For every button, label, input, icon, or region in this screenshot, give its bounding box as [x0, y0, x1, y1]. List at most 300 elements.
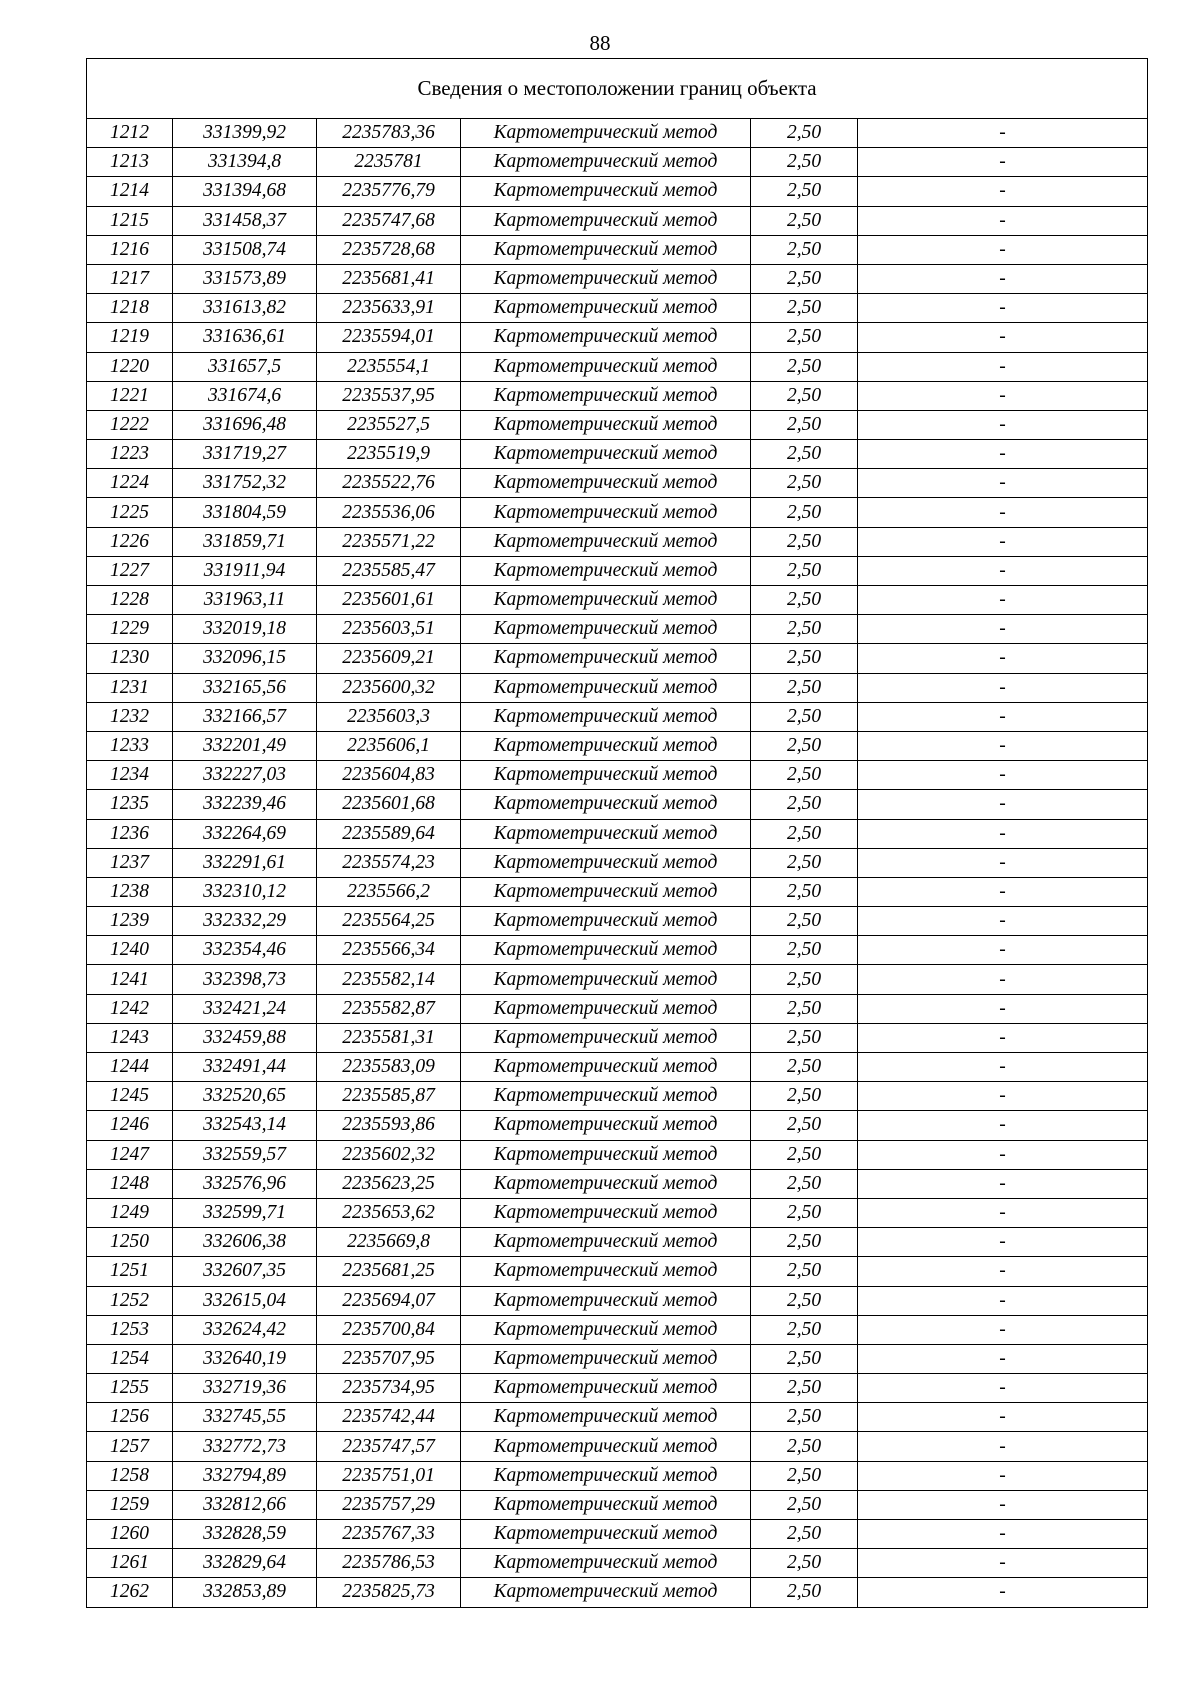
cell-method: Картометрический метод	[461, 264, 751, 293]
cell-method: Картометрический метод	[461, 527, 751, 556]
cell-coord-y: 2235527,5	[317, 410, 461, 439]
cell-accuracy: 2,50	[751, 148, 858, 177]
cell-coord-y: 2235602,32	[317, 1140, 461, 1169]
cell-point-number: 1254	[87, 1344, 173, 1373]
cell-point-number: 1243	[87, 1023, 173, 1052]
cell-accuracy: 2,50	[751, 936, 858, 965]
cell-method: Картометрический метод	[461, 1374, 751, 1403]
cell-coord-x: 332421,24	[173, 994, 317, 1023]
cell-accuracy: 2,50	[751, 644, 858, 673]
cell-coord-y: 2235601,68	[317, 790, 461, 819]
cell-coord-x: 332491,44	[173, 1053, 317, 1082]
cell-method: Картометрический метод	[461, 644, 751, 673]
cell-point-number: 1246	[87, 1111, 173, 1140]
table-row	[87, 1082, 1148, 1111]
cell-description: -	[858, 848, 1148, 877]
cell-description: -	[858, 586, 1148, 615]
cell-coord-x: 331657,5	[173, 352, 317, 381]
table-row	[87, 381, 1148, 410]
table-row	[87, 1461, 1148, 1490]
cell-description: -	[858, 936, 1148, 965]
cell-description: -	[858, 1053, 1148, 1082]
cell-accuracy: 2,50	[751, 527, 858, 556]
cell-coord-x: 331508,74	[173, 235, 317, 264]
cell-coord-y: 2235564,25	[317, 907, 461, 936]
cell-coord-x: 331911,94	[173, 556, 317, 585]
cell-point-number: 1251	[87, 1257, 173, 1286]
table-row	[87, 819, 1148, 848]
cell-method: Картометрический метод	[461, 1111, 751, 1140]
table-row	[87, 1111, 1148, 1140]
cell-method: Картометрический метод	[461, 994, 751, 1023]
cell-coord-x: 332812,66	[173, 1490, 317, 1519]
cell-point-number: 1237	[87, 848, 173, 877]
cell-description: -	[858, 323, 1148, 352]
cell-description: -	[858, 527, 1148, 556]
cell-method: Картометрический метод	[461, 1169, 751, 1198]
cell-accuracy: 2,50	[751, 615, 858, 644]
cell-accuracy: 2,50	[751, 119, 858, 148]
table-row	[87, 206, 1148, 235]
cell-coord-x: 332559,57	[173, 1140, 317, 1169]
cell-point-number: 1224	[87, 469, 173, 498]
cell-method: Картометрический метод	[461, 1432, 751, 1461]
cell-description: -	[858, 1169, 1148, 1198]
cell-coord-x: 332607,35	[173, 1257, 317, 1286]
cell-point-number: 1220	[87, 352, 173, 381]
cell-point-number: 1258	[87, 1461, 173, 1490]
cell-point-number: 1262	[87, 1578, 173, 1607]
cell-description: -	[858, 1111, 1148, 1140]
cell-coord-x: 332239,46	[173, 790, 317, 819]
cell-coord-x: 332576,96	[173, 1169, 317, 1198]
cell-coord-y: 2235786,53	[317, 1549, 461, 1578]
cell-point-number: 1226	[87, 527, 173, 556]
cell-method: Картометрический метод	[461, 965, 751, 994]
table-row	[87, 644, 1148, 673]
cell-point-number: 1218	[87, 294, 173, 323]
cell-coord-x: 331963,11	[173, 586, 317, 615]
cell-coord-x: 332745,55	[173, 1403, 317, 1432]
table-row	[87, 1490, 1148, 1519]
cell-method: Картометрический метод	[461, 469, 751, 498]
cell-point-number: 1260	[87, 1520, 173, 1549]
cell-accuracy: 2,50	[751, 206, 858, 235]
cell-accuracy: 2,50	[751, 1169, 858, 1198]
table-row	[87, 1198, 1148, 1227]
cell-accuracy: 2,50	[751, 1228, 858, 1257]
cell-coord-x: 332853,89	[173, 1578, 317, 1607]
cell-method: Картометрический метод	[461, 877, 751, 906]
cell-coord-x: 332829,64	[173, 1549, 317, 1578]
cell-point-number: 1214	[87, 177, 173, 206]
cell-description: -	[858, 177, 1148, 206]
cell-coord-y: 2235694,07	[317, 1286, 461, 1315]
cell-method: Картометрический метод	[461, 761, 751, 790]
cell-coord-y: 2235600,32	[317, 673, 461, 702]
table-row	[87, 323, 1148, 352]
table-row	[87, 1286, 1148, 1315]
cell-description: -	[858, 1549, 1148, 1578]
cell-method: Картометрический метод	[461, 381, 751, 410]
cell-description: -	[858, 352, 1148, 381]
cell-coord-y: 2235700,84	[317, 1315, 461, 1344]
cell-point-number: 1255	[87, 1374, 173, 1403]
cell-method: Картометрический метод	[461, 1228, 751, 1257]
table-row	[87, 1432, 1148, 1461]
cell-accuracy: 2,50	[751, 1549, 858, 1578]
table-row	[87, 790, 1148, 819]
cell-description: -	[858, 498, 1148, 527]
cell-coord-x: 332606,38	[173, 1228, 317, 1257]
table-row	[87, 731, 1148, 760]
cell-coord-x: 332624,42	[173, 1315, 317, 1344]
cell-coord-x: 331458,37	[173, 206, 317, 235]
cell-accuracy: 2,50	[751, 1490, 858, 1519]
cell-coord-y: 2235585,87	[317, 1082, 461, 1111]
cell-description: -	[858, 148, 1148, 177]
cell-method: Картометрический метод	[461, 1490, 751, 1519]
cell-method: Картометрический метод	[461, 1315, 751, 1344]
cell-coord-x: 331752,32	[173, 469, 317, 498]
cell-accuracy: 2,50	[751, 1315, 858, 1344]
cell-accuracy: 2,50	[751, 731, 858, 760]
cell-method: Картометрический метод	[461, 615, 751, 644]
cell-accuracy: 2,50	[751, 1403, 858, 1432]
cell-point-number: 1259	[87, 1490, 173, 1519]
cell-description: -	[858, 761, 1148, 790]
table-row	[87, 1053, 1148, 1082]
page-number: 88	[589, 31, 611, 55]
cell-coord-y: 2235681,25	[317, 1257, 461, 1286]
table-row	[87, 148, 1148, 177]
cell-method: Картометрический метод	[461, 1286, 751, 1315]
cell-point-number: 1261	[87, 1549, 173, 1578]
cell-accuracy: 2,50	[751, 381, 858, 410]
cell-description: -	[858, 1315, 1148, 1344]
cell-description: -	[858, 1520, 1148, 1549]
table-row	[87, 352, 1148, 381]
cell-method: Картометрический метод	[461, 790, 751, 819]
cell-point-number: 1225	[87, 498, 173, 527]
cell-method: Картометрический метод	[461, 1140, 751, 1169]
cell-method: Картометрический метод	[461, 177, 751, 206]
table-title-row	[87, 59, 1148, 119]
cell-accuracy: 2,50	[751, 994, 858, 1023]
cell-point-number: 1236	[87, 819, 173, 848]
cell-description: -	[858, 1490, 1148, 1519]
cell-accuracy: 2,50	[751, 1140, 858, 1169]
table-row	[87, 264, 1148, 293]
cell-coord-y: 2235781	[317, 148, 461, 177]
cell-coord-x: 332310,12	[173, 877, 317, 906]
cell-method: Картометрический метод	[461, 586, 751, 615]
cell-accuracy: 2,50	[751, 1111, 858, 1140]
cell-point-number: 1234	[87, 761, 173, 790]
cell-description: -	[858, 790, 1148, 819]
cell-method: Картометрический метод	[461, 1053, 751, 1082]
table-row	[87, 556, 1148, 585]
cell-description: -	[858, 965, 1148, 994]
cell-method: Картометрический метод	[461, 907, 751, 936]
cell-method: Картометрический метод	[461, 702, 751, 731]
cell-coord-y: 2235734,95	[317, 1374, 461, 1403]
table-row	[87, 1140, 1148, 1169]
cell-accuracy: 2,50	[751, 469, 858, 498]
cell-description: -	[858, 907, 1148, 936]
cell-point-number: 1213	[87, 148, 173, 177]
cell-coord-y: 2235594,01	[317, 323, 461, 352]
cell-description: -	[858, 615, 1148, 644]
cell-description: -	[858, 119, 1148, 148]
cell-point-number: 1238	[87, 877, 173, 906]
table-row	[87, 1549, 1148, 1578]
table-row	[87, 410, 1148, 439]
cell-coord-y: 2235571,22	[317, 527, 461, 556]
cell-accuracy: 2,50	[751, 1053, 858, 1082]
cell-coord-y: 2235825,73	[317, 1578, 461, 1607]
cell-coord-y: 2235574,23	[317, 848, 461, 877]
cell-method: Картометрический метод	[461, 1023, 751, 1052]
table-row	[87, 702, 1148, 731]
cell-coord-x: 332096,15	[173, 644, 317, 673]
cell-coord-y: 2235585,47	[317, 556, 461, 585]
cell-method: Картометрический метод	[461, 498, 751, 527]
cell-description: -	[858, 1082, 1148, 1111]
cell-method: Картометрический метод	[461, 352, 751, 381]
cell-coord-x: 332201,49	[173, 731, 317, 760]
cell-point-number: 1223	[87, 440, 173, 469]
cell-coord-y: 2235606,1	[317, 731, 461, 760]
table-row	[87, 294, 1148, 323]
table-row	[87, 235, 1148, 264]
cell-coord-x: 332165,56	[173, 673, 317, 702]
cell-coord-y: 2235604,83	[317, 761, 461, 790]
cell-method: Картометрический метод	[461, 556, 751, 585]
cell-method: Картометрический метод	[461, 1082, 751, 1111]
cell-coord-x: 331719,27	[173, 440, 317, 469]
cell-coord-x: 332354,46	[173, 936, 317, 965]
table-row	[87, 1403, 1148, 1432]
cell-accuracy: 2,50	[751, 323, 858, 352]
table-row	[87, 1374, 1148, 1403]
cell-accuracy: 2,50	[751, 1198, 858, 1227]
cell-method: Картометрический метод	[461, 848, 751, 877]
cell-coord-x: 332520,65	[173, 1082, 317, 1111]
cell-description: -	[858, 381, 1148, 410]
table-row	[87, 498, 1148, 527]
cell-coord-x: 331696,48	[173, 410, 317, 439]
cell-point-number: 1244	[87, 1053, 173, 1082]
cell-coord-x: 332828,59	[173, 1520, 317, 1549]
cell-method: Картометрический метод	[461, 1461, 751, 1490]
cell-coord-y: 2235601,61	[317, 586, 461, 615]
cell-point-number: 1221	[87, 381, 173, 410]
cell-coord-y: 2235583,09	[317, 1053, 461, 1082]
table-row	[87, 877, 1148, 906]
cell-coord-x: 332166,57	[173, 702, 317, 731]
cell-coord-x: 332794,89	[173, 1461, 317, 1490]
cell-method: Картометрический метод	[461, 323, 751, 352]
cell-accuracy: 2,50	[751, 498, 858, 527]
cell-coord-y: 2235581,31	[317, 1023, 461, 1052]
cell-point-number: 1229	[87, 615, 173, 644]
cell-method: Картометрический метод	[461, 1578, 751, 1607]
cell-coord-y: 2235728,68	[317, 235, 461, 264]
cell-point-number: 1245	[87, 1082, 173, 1111]
cell-method: Картометрический метод	[461, 440, 751, 469]
table-row	[87, 673, 1148, 702]
cell-accuracy: 2,50	[751, 819, 858, 848]
table-row	[87, 761, 1148, 790]
cell-point-number: 1215	[87, 206, 173, 235]
cell-accuracy: 2,50	[751, 1023, 858, 1052]
cell-coord-x: 332264,69	[173, 819, 317, 848]
cell-accuracy: 2,50	[751, 352, 858, 381]
cell-coord-x: 331399,92	[173, 119, 317, 148]
table-row	[87, 177, 1148, 206]
cell-coord-y: 2235522,76	[317, 469, 461, 498]
cell-coord-y: 2235747,57	[317, 1432, 461, 1461]
cell-point-number: 1217	[87, 264, 173, 293]
cell-coord-y: 2235603,51	[317, 615, 461, 644]
cell-method: Картометрический метод	[461, 206, 751, 235]
cell-coord-y: 2235603,3	[317, 702, 461, 731]
cell-coord-x: 331674,6	[173, 381, 317, 410]
cell-point-number: 1256	[87, 1403, 173, 1432]
cell-point-number: 1212	[87, 119, 173, 148]
cell-accuracy: 2,50	[751, 177, 858, 206]
cell-accuracy: 2,50	[751, 673, 858, 702]
cell-accuracy: 2,50	[751, 790, 858, 819]
table-row	[87, 1023, 1148, 1052]
table-row	[87, 1344, 1148, 1373]
cell-point-number: 1232	[87, 702, 173, 731]
cell-point-number: 1249	[87, 1198, 173, 1227]
table-row	[87, 586, 1148, 615]
table-row	[87, 907, 1148, 936]
cell-point-number: 1230	[87, 644, 173, 673]
cell-method: Картометрический метод	[461, 235, 751, 264]
cell-accuracy: 2,50	[751, 1374, 858, 1403]
cell-coord-y: 2235783,36	[317, 119, 461, 148]
table-row	[87, 1169, 1148, 1198]
cell-description: -	[858, 235, 1148, 264]
cell-method: Картометрический метод	[461, 1520, 751, 1549]
cell-coord-y: 2235747,68	[317, 206, 461, 235]
cell-point-number: 1216	[87, 235, 173, 264]
cell-coord-x: 332398,73	[173, 965, 317, 994]
cell-coord-y: 2235767,33	[317, 1520, 461, 1549]
cell-point-number: 1253	[87, 1315, 173, 1344]
cell-accuracy: 2,50	[751, 1578, 858, 1607]
cell-coord-y: 2235742,44	[317, 1403, 461, 1432]
cell-description: -	[858, 1228, 1148, 1257]
table-body	[87, 59, 1148, 1608]
cell-coord-x: 332772,73	[173, 1432, 317, 1461]
cell-description: -	[858, 1461, 1148, 1490]
cell-coord-y: 2235609,21	[317, 644, 461, 673]
table-row	[87, 1257, 1148, 1286]
cell-coord-y: 2235669,8	[317, 1228, 461, 1257]
cell-accuracy: 2,50	[751, 1257, 858, 1286]
cell-description: -	[858, 673, 1148, 702]
cell-coord-x: 332291,61	[173, 848, 317, 877]
cell-description: -	[858, 1198, 1148, 1227]
cell-accuracy: 2,50	[751, 1344, 858, 1373]
cell-description: -	[858, 264, 1148, 293]
cell-accuracy: 2,50	[751, 1432, 858, 1461]
cell-coord-x: 332640,19	[173, 1344, 317, 1373]
cell-description: -	[858, 294, 1148, 323]
cell-description: -	[858, 440, 1148, 469]
cell-coord-y: 2235536,06	[317, 498, 461, 527]
cell-coord-x: 331613,82	[173, 294, 317, 323]
cell-method: Картометрический метод	[461, 119, 751, 148]
cell-point-number: 1222	[87, 410, 173, 439]
cell-description: -	[858, 702, 1148, 731]
cell-accuracy: 2,50	[751, 1520, 858, 1549]
cell-method: Картометрический метод	[461, 1549, 751, 1578]
cell-point-number: 1248	[87, 1169, 173, 1198]
cell-point-number: 1250	[87, 1228, 173, 1257]
cell-method: Картометрический метод	[461, 1403, 751, 1432]
cell-accuracy: 2,50	[751, 1082, 858, 1111]
cell-coord-x: 331804,59	[173, 498, 317, 527]
cell-method: Картометрический метод	[461, 1198, 751, 1227]
cell-coord-y: 2235519,9	[317, 440, 461, 469]
table-row	[87, 1228, 1148, 1257]
cell-coord-x: 332332,29	[173, 907, 317, 936]
cell-accuracy: 2,50	[751, 907, 858, 936]
cell-method: Картометрический метод	[461, 1257, 751, 1286]
cell-coord-x: 331394,68	[173, 177, 317, 206]
cell-point-number: 1242	[87, 994, 173, 1023]
cell-description: -	[858, 1374, 1148, 1403]
table-title: Сведения о местоположении границ объекта	[87, 59, 1148, 119]
table-row	[87, 469, 1148, 498]
cell-coord-y: 2235589,64	[317, 819, 461, 848]
table-row	[87, 936, 1148, 965]
cell-coord-y: 2235582,14	[317, 965, 461, 994]
cell-accuracy: 2,50	[751, 702, 858, 731]
table-row	[87, 848, 1148, 877]
cell-point-number: 1235	[87, 790, 173, 819]
cell-description: -	[858, 410, 1148, 439]
cell-coord-x: 331394,8	[173, 148, 317, 177]
cell-coord-y: 2235582,87	[317, 994, 461, 1023]
cell-method: Картометрический метод	[461, 294, 751, 323]
cell-accuracy: 2,50	[751, 1461, 858, 1490]
cell-coord-x: 332227,03	[173, 761, 317, 790]
cell-method: Картометрический метод	[461, 936, 751, 965]
table-row	[87, 440, 1148, 469]
cell-accuracy: 2,50	[751, 877, 858, 906]
cell-description: -	[858, 994, 1148, 1023]
cell-coord-x: 332543,14	[173, 1111, 317, 1140]
cell-method: Картометрический метод	[461, 1344, 751, 1373]
cell-coord-y: 2235593,86	[317, 1111, 461, 1140]
cell-point-number: 1247	[87, 1140, 173, 1169]
cell-method: Картометрический метод	[461, 819, 751, 848]
cell-description: -	[858, 1432, 1148, 1461]
cell-coord-y: 2235751,01	[317, 1461, 461, 1490]
table-row	[87, 527, 1148, 556]
cell-accuracy: 2,50	[751, 410, 858, 439]
cell-accuracy: 2,50	[751, 586, 858, 615]
table-row	[87, 1520, 1148, 1549]
cell-coord-x: 332019,18	[173, 615, 317, 644]
